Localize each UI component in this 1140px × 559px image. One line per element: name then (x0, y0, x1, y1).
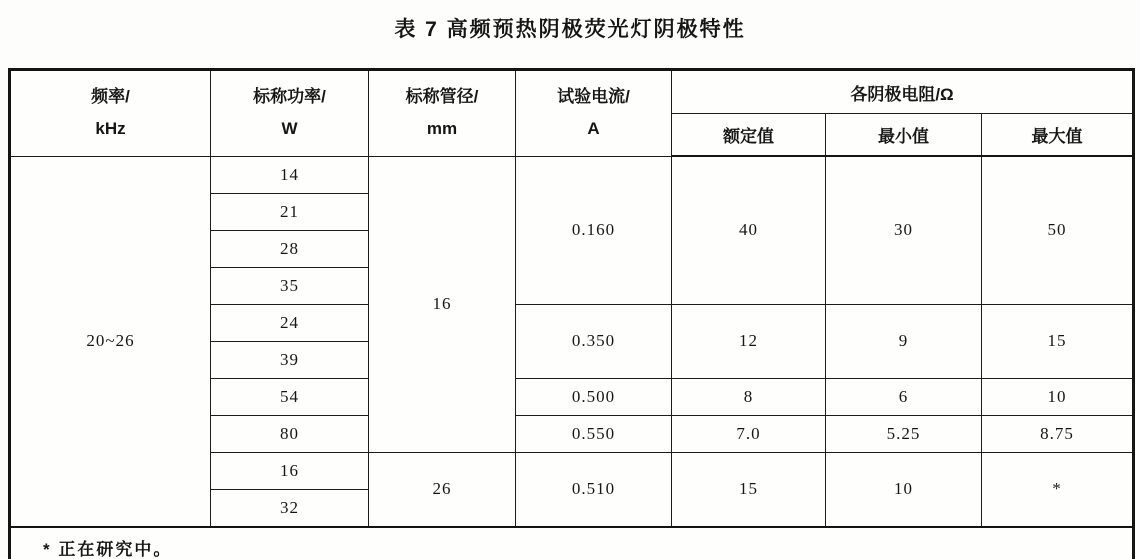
cathode-characteristics-table (8, 68, 1135, 559)
header-current (516, 70, 672, 157)
header-current-line1: 试验电流/ (557, 86, 630, 106)
header-power (211, 70, 369, 157)
header-rated-value: 额定值 (672, 114, 826, 157)
header-diameter (369, 70, 516, 157)
cell-rated-3: 7.0 (672, 415, 826, 452)
header-frequency-line2: kHz (95, 119, 126, 139)
page-title: 表 7 高频预热阴极荧光灯阴极特性 (394, 18, 746, 41)
cell-current-1: 0.350 (516, 304, 672, 378)
cell-power-0: 14 (211, 156, 369, 193)
cell-min-2: 6 (826, 378, 982, 415)
header-diameter-line2: mm (426, 119, 458, 139)
cell-max-3: 8.75 (982, 415, 1134, 452)
cell-rated-1: 12 (672, 304, 826, 378)
cell-current-3: 0.550 (516, 415, 672, 452)
header-power-line2: W (281, 119, 298, 139)
header-frequency-line1: 频率/ (91, 86, 130, 106)
cell-rated-0: 40 (672, 156, 826, 304)
cell-current-2: 0.500 (516, 378, 672, 415)
cell-min-1: 9 (826, 304, 982, 378)
cell-power-5: 39 (211, 341, 369, 378)
cell-power-3: 35 (211, 267, 369, 304)
header-frequency (10, 70, 211, 157)
cell-power-8: 16 (211, 452, 369, 489)
cell-diameter-26: 26 (369, 452, 516, 527)
cell-power-9: 32 (211, 489, 369, 527)
cell-power-2: 28 (211, 230, 369, 267)
cell-power-1: 21 (211, 193, 369, 230)
header-diameter-line1: 标称管径/ (405, 86, 479, 106)
cell-rated-2: 8 (672, 378, 826, 415)
document-page (0, 13, 1140, 559)
header-min-value: 最小值 (826, 114, 982, 157)
cell-max-4: * (982, 452, 1134, 527)
cell-power-7: 80 (211, 415, 369, 452)
cell-max-1: 15 (982, 304, 1134, 378)
cell-max-0: 50 (982, 156, 1134, 304)
cell-min-3: 5.25 (826, 415, 982, 452)
cell-diameter-16: 16 (369, 156, 516, 452)
header-power-line1: 标称功率/ (253, 86, 326, 106)
cell-min-0: 30 (826, 156, 982, 304)
header-max-value: 最大值 (982, 114, 1134, 157)
table-footnote: * 正在研究中。 (10, 527, 1134, 559)
cell-frequency: 20~26 (10, 156, 211, 527)
header-current-line2: A (587, 119, 600, 139)
cell-power-6: 54 (211, 378, 369, 415)
cell-power-4: 24 (211, 304, 369, 341)
header-resistance-group: 各阴极电阻/Ω (672, 70, 1134, 114)
cell-rated-4: 15 (672, 452, 826, 527)
cell-current-0: 0.160 (516, 156, 672, 304)
cell-current-4: 0.510 (516, 452, 672, 527)
cell-min-4: 10 (826, 452, 982, 527)
cell-max-2: 10 (982, 378, 1134, 415)
